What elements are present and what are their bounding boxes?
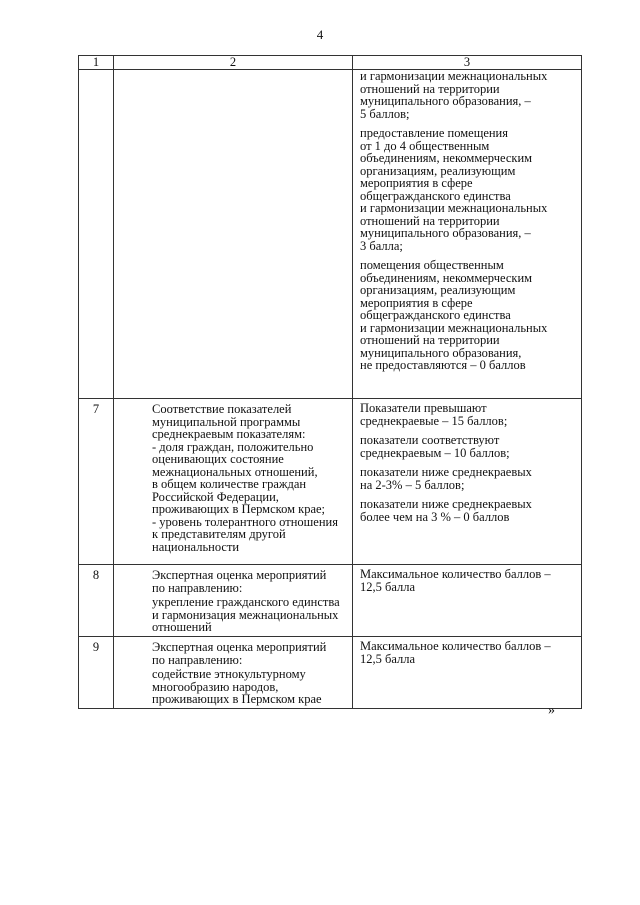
row-number: 8 [79,565,114,637]
scores-cell [353,637,582,709]
criterion-text: содействие этнокультурному многообразию народов, проживающих в Пермском крае [152,667,322,706]
criteria-table [78,55,582,709]
score-text: показатели ниже среднекраевых более чем на 3 % – 0 баллов [360,497,532,524]
criterion-cell [114,399,353,565]
row-number: 7 [79,399,114,565]
criterion-text: Экспертная оценка мероприятий по направлению: [152,640,327,667]
row-number: 9 [79,637,114,709]
criterion-text: Экспертная оценка мероприятий по направлению: [152,568,327,595]
score-text: и гармонизации межнациональных отношений на территории муниципального образования, – 5 баллов; [360,69,548,121]
row-number [79,70,114,399]
closing-quote-mark: » [548,703,555,718]
score-text: Максимальное количество баллов – 12,5 балла [360,567,551,594]
score-text: показатели соответствуют среднекраевым – 10 баллов; [360,433,510,460]
scores-cell [353,399,582,565]
criterion-text: укрепление гражданского единства и гармонизация межнациональных отношений [152,595,340,634]
score-text: Показатели превышают среднекраевые – 15 баллов; [360,401,508,428]
table-row [79,565,582,637]
header-cell-3: 3 [353,56,582,70]
scores-cell [353,70,582,399]
criterion-text: Соответствие показателей муниципальной программы среднекраевым показателям: - доля граждан, положительно оценивающих состояние межнациональных отношений, в общем количестве граждан Российской Федерации, проживающих в Пермском крае; - уровень толерантного отношения к представителям другой национальности [152,402,338,554]
table-row [79,399,582,565]
criterion-cell [114,637,353,709]
page-number: 4 [316,27,324,42]
table-row [79,70,582,399]
score-text: предоставление помещения от 1 до 4 общественным объединениям, некоммерческим организациям, реализующим мероприятия в сфере общегражданского единства и гармонизации межнациональных отношений на территории муниципального образования, – 3 балла; [360,126,548,253]
header-cell-2: 2 [114,56,353,70]
header-cell-1: 1 [79,56,114,70]
score-text: показатели ниже среднекраевых на 2-3% – 5 баллов; [360,465,532,492]
criterion-cell [114,565,353,637]
table-header-row [79,56,582,70]
score-text: Максимальное количество баллов – 12,5 балла [360,639,551,666]
scores-cell [353,565,582,637]
table-row [79,637,582,709]
score-text: помещения общественным объединениям, некоммерческим организациям, реализующим мероприятия в сфере общегражданского единства и гармонизации межнациональных отношений на территории муниципального образования, не предоставляются – 0 баллов [360,258,548,372]
criterion-cell [114,70,353,399]
